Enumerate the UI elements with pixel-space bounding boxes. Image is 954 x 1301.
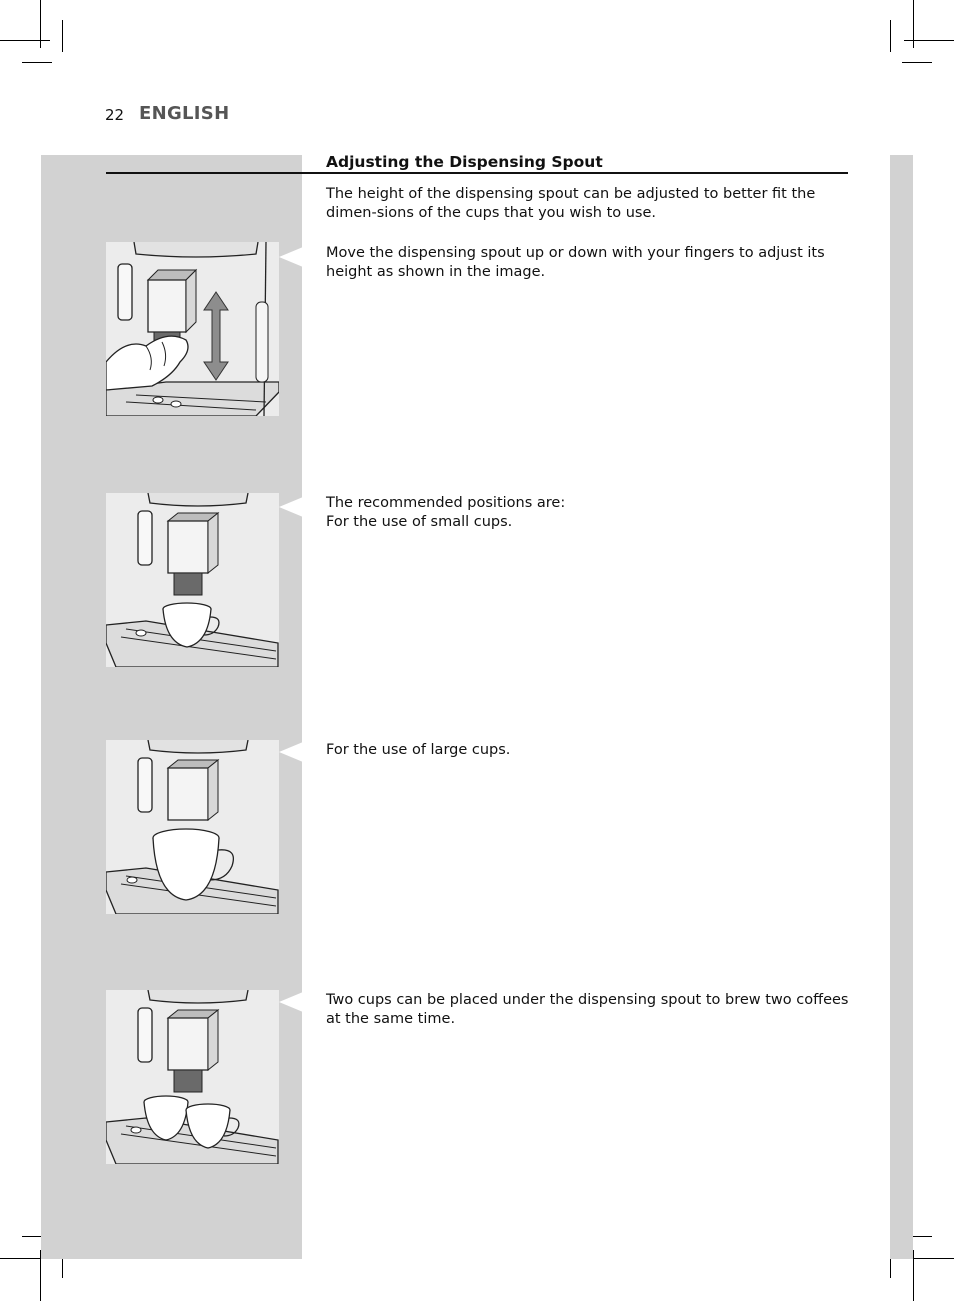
- callout-pointer: [279, 742, 303, 762]
- two-cups-icon: [106, 990, 279, 1164]
- callout-pointer: [279, 247, 303, 267]
- hand-adjusting-spout-icon: [106, 242, 279, 416]
- adjust-paragraph: Move the dispensing spout up or down with your fingers to adjust its height as shown in the image.: [326, 245, 825, 280]
- small-cups-paragraph: The recommended positions are: For the use of small cups.: [326, 495, 566, 530]
- section-title: Adjusting the Dispensing Spout: [326, 153, 603, 171]
- large-cup-icon: [106, 740, 279, 914]
- intro-paragraph: The height of the dispensing spout can be adjusted to better fit the dimen-sions of the cups that you wish to use.: [326, 186, 816, 221]
- two-cups-paragraph: Two cups can be placed under the dispensing spout to brew two coffees at the same time.: [326, 992, 849, 1027]
- page-number: 22: [105, 106, 125, 124]
- callout-pointer: [279, 992, 303, 1012]
- small-cup-icon: [106, 493, 279, 667]
- callout-pointer: [279, 497, 303, 517]
- right-gray-panel: [890, 155, 913, 1259]
- language-label: ENGLISH: [139, 103, 230, 124]
- large-cups-paragraph: For the use of large cups.: [326, 742, 511, 758]
- heading-rule: [106, 172, 848, 174]
